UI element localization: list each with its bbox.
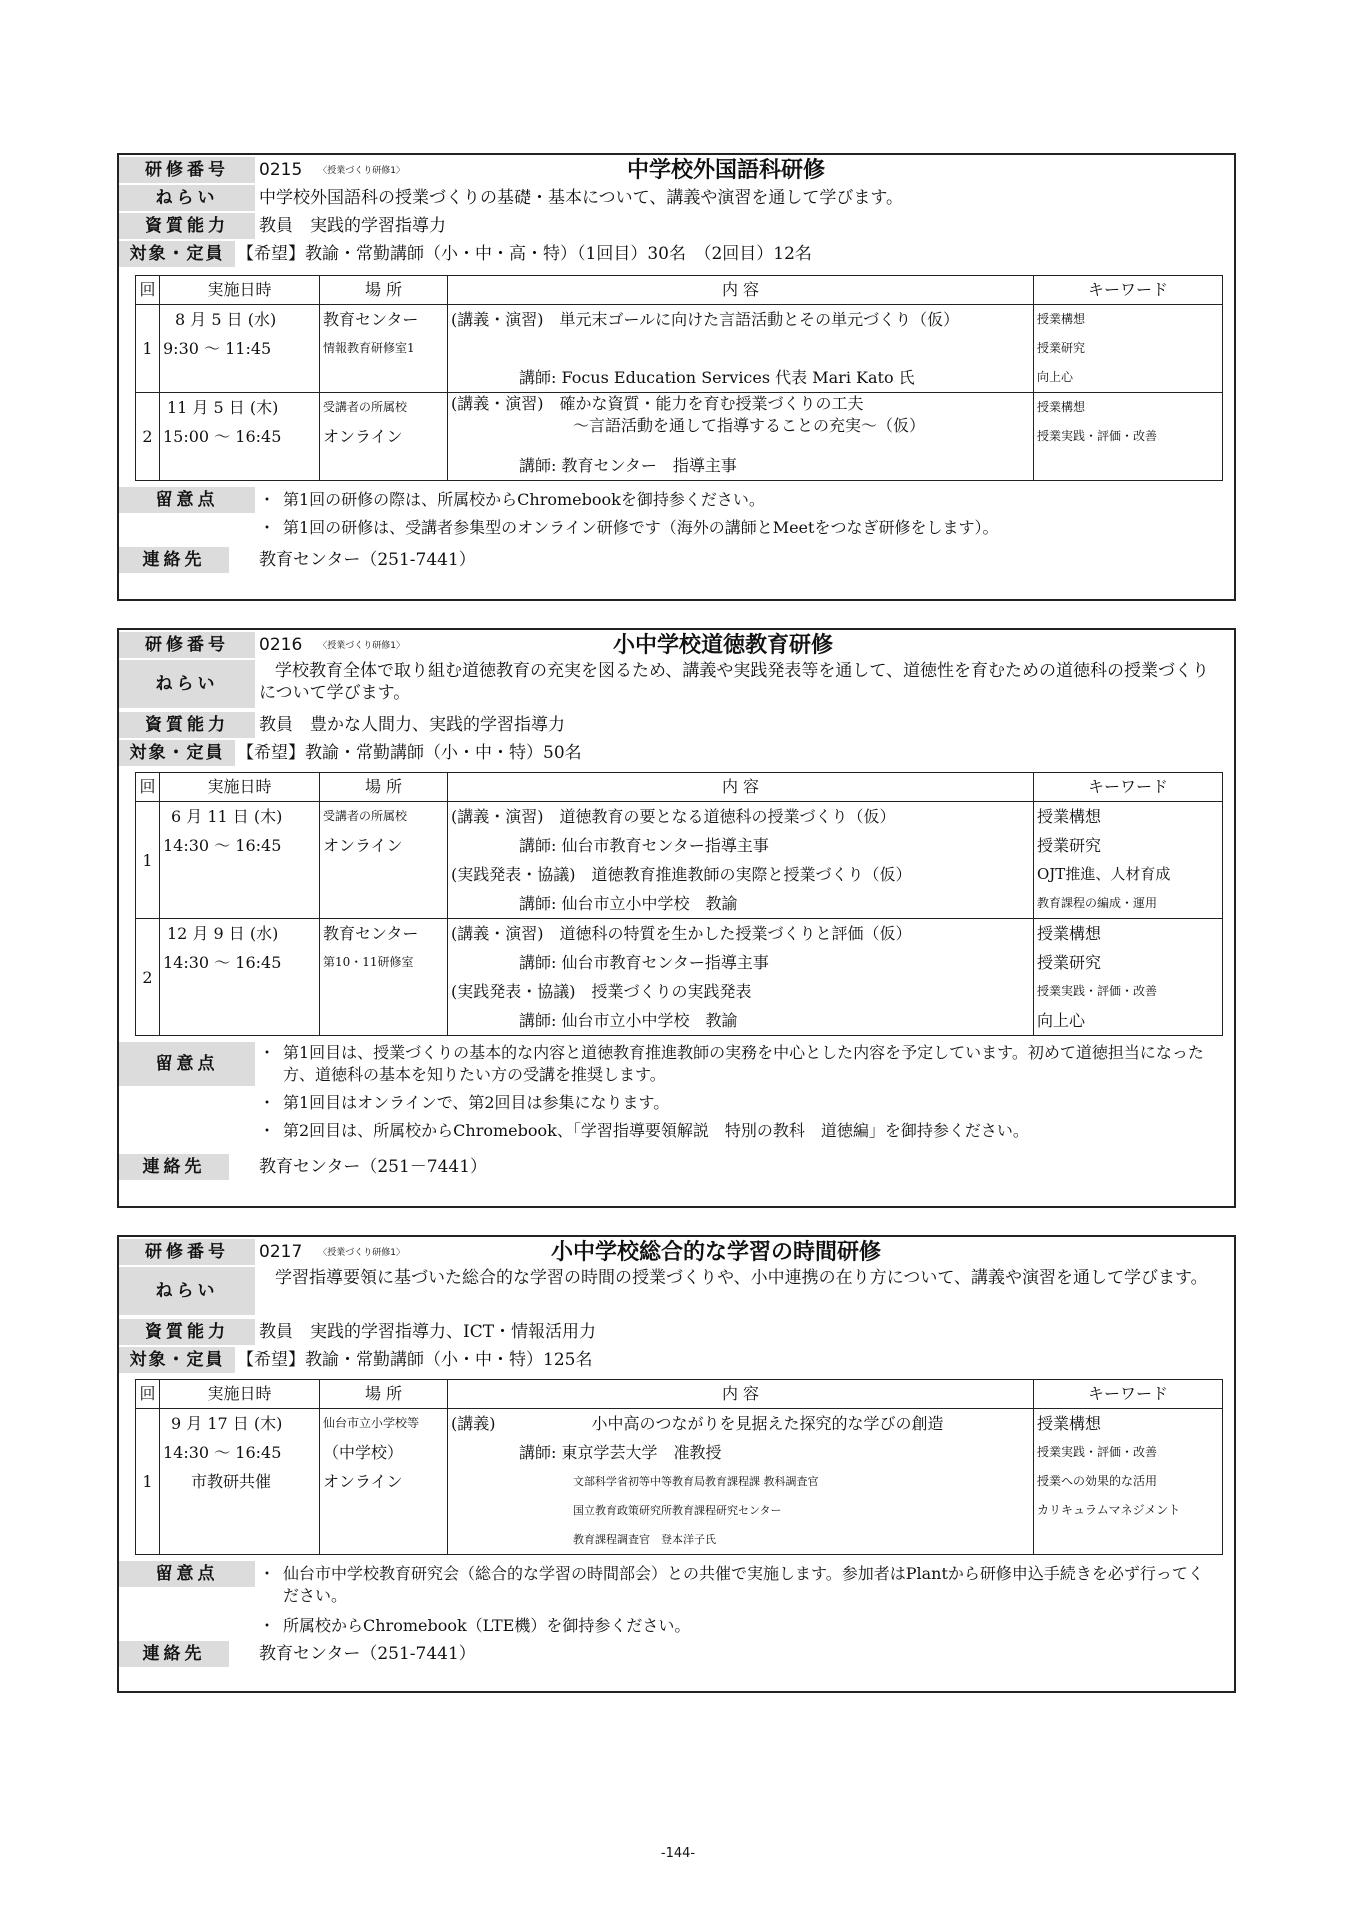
- header-round: 回: [136, 773, 160, 802]
- aim-text: 学校教育全体で取り組む道徳教育の充実を図るため、講義や実践発表等を通して、道徳性を育むための道徳科の授業づくりについて学びます。: [259, 661, 1209, 703]
- course-subcategory: 〈授業づくり研修1〉: [318, 1247, 405, 1258]
- round-content: (講義・演習) 確かな資質・能力を育む授業づくりの工夫 ～言語活動を通して指導することの充実～（仮） 講師: 教育センター 指導主事: [448, 393, 1034, 481]
- header-content: 内 容: [448, 773, 1034, 802]
- note-item: ・ 仙台市中学校教育研究会（総合的な学習の時間部会）との共催で実施します。参加者はPlantから研修申込手続きを必ず行ってください。: [259, 1564, 1204, 1605]
- label-ability: 資質能力: [119, 1319, 255, 1345]
- aim-row: [119, 660, 1234, 708]
- label-target: 対象・定員: [119, 1347, 235, 1373]
- course-card-0215: [117, 153, 1236, 601]
- schedule-table: [135, 1379, 1223, 1555]
- label-aim: ねらい: [119, 1267, 255, 1315]
- round-keywords: 授業構想 授業研究 向上心: [1034, 305, 1223, 393]
- course-code: 0216: [259, 635, 303, 655]
- course-card-0217: [117, 1235, 1236, 1693]
- course-subcategory: 〈授業づくり研修1〉: [318, 640, 405, 651]
- schedule-table: [135, 275, 1223, 481]
- round-content: (講義) 小中高のつながりを見据えた探究的な学びの創造 講師: 東京学芸大学 准教授 文部科学省初等中等教育局教育課程課 教科調査官 国立教育政策研究所教育課程研究センター 教育課程調査官 登本洋子氏: [448, 1409, 1034, 1555]
- header-keyword: キーワード: [1034, 1380, 1223, 1409]
- schedule-row: [136, 305, 1223, 393]
- notes-row: [119, 1561, 1234, 1641]
- round-place: 仙台市立小学校等 （中学校） オンライン: [320, 1409, 448, 1555]
- label-contact: 連絡先: [119, 1641, 229, 1667]
- round-keywords: 授業構想 授業実践・評価・改善: [1034, 393, 1223, 481]
- header-place: 場 所: [320, 773, 448, 802]
- schedule-row: [136, 1409, 1223, 1555]
- round-content: (講義・演習) 道徳教育の要となる道徳科の授業づくり（仮） 講師: 仙台市教育センター指導主事 (実践発表・協議) 道徳教育推進教師の実際と授業づくり（仮） 講師: 仙台市立小中学校 教諭: [448, 802, 1034, 919]
- schedule-row: [136, 393, 1223, 481]
- round-number: 1: [136, 802, 160, 919]
- target-text: 【希望】教諭・常勤講師（小・中・特）50名: [237, 743, 582, 763]
- aim-row: [119, 1267, 1234, 1315]
- contact-row: [119, 1641, 1234, 1667]
- notes-row: [119, 1042, 1234, 1158]
- label-contact: 連絡先: [119, 1154, 229, 1180]
- note-item: ・ 第1回の研修の際は、所属校からChromebookを御持参ください。: [259, 490, 765, 509]
- course-number-row: [119, 157, 1234, 183]
- target-text: 【希望】教諭・常勤講師（小・中・特）125名: [237, 1350, 593, 1370]
- round-keywords: 授業構想 授業研究 授業実践・評価・改善 向上心: [1034, 919, 1223, 1036]
- header-content: 内 容: [448, 1380, 1034, 1409]
- label-notes: 留意点: [119, 1561, 255, 1587]
- label-number: 研修番号: [119, 157, 255, 183]
- target-row: [119, 1347, 1234, 1373]
- label-target: 対象・定員: [119, 241, 235, 267]
- header-date: 実施日時: [160, 1380, 320, 1409]
- label-aim: ねらい: [119, 660, 255, 708]
- schedule-header-row: [136, 773, 1223, 802]
- round-place: 受講者の所属校 オンライン: [320, 393, 448, 481]
- target-row: [119, 241, 1234, 267]
- ability-text: 教員 実践的学習指導力: [259, 216, 446, 236]
- round-keywords: 授業構想 授業実践・評価・改善 授業への効果的な活用 カリキュラムマネジメント: [1034, 1409, 1223, 1555]
- target-text: 【希望】教諭・常勤講師（小・中・高・特）（1回目）30名 （2回目）12名: [237, 244, 812, 264]
- course-subcategory: 〈授業づくり研修1〉: [318, 165, 405, 176]
- label-ability: 資質能力: [119, 213, 255, 239]
- aim-text: 中学校外国語科の授業づくりの基礎・基本について、講義や演習を通して学びます。: [259, 188, 903, 208]
- course-code: 0217: [259, 1242, 303, 1262]
- round-number: 2: [136, 919, 160, 1036]
- header-place: 場 所: [320, 1380, 448, 1409]
- contact-text: 教育センター（251－7441）: [259, 1157, 488, 1177]
- round-date: 9 月 17 日 (木) 14:30 ～ 16:45 市教研共催: [160, 1409, 320, 1555]
- round-place: 教育センター 情報教育研修室1: [320, 305, 448, 393]
- header-place: 場 所: [320, 276, 448, 305]
- ability-text: 教員 豊かな人間力、実践的学習指導力: [259, 715, 565, 735]
- round-date: 6 月 11 日 (木) 14:30 ～ 16:45: [160, 802, 320, 919]
- header-content: 内 容: [448, 276, 1034, 305]
- round-place: 教育センター 第10・11研修室: [320, 919, 448, 1036]
- schedule-header-row: [136, 1380, 1223, 1409]
- note-item: ・ 所属校からChromebook（LTE機）を御持参ください。: [259, 1616, 691, 1635]
- label-notes: 留意点: [119, 487, 255, 513]
- label-aim: ねらい: [119, 185, 255, 211]
- contact-text: 教育センター（251-7441）: [259, 550, 476, 570]
- course-number-row: [119, 632, 1234, 658]
- header-date: 実施日時: [160, 773, 320, 802]
- round-date: 12 月 9 日 (水) 14:30 ～ 16:45: [160, 919, 320, 1036]
- schedule-row: [136, 919, 1223, 1036]
- header-date: 実施日時: [160, 276, 320, 305]
- course-title: 小中学校総合的な学習の時間研修: [551, 1240, 882, 1265]
- note-item: ・ 第2回目は、所属校からChromebook、「学習指導要領解説 特別の教科 道徳編」を御持参ください。: [259, 1121, 1029, 1140]
- ability-text: 教員 実践的学習指導力、ICT・情報活用力: [259, 1322, 597, 1342]
- page-number: -144-: [660, 1846, 696, 1861]
- header-keyword: キーワード: [1034, 276, 1223, 305]
- round-date: 11 月 5 日 (木) 15:00 ～ 16:45: [160, 393, 320, 481]
- course-number-row: [119, 1239, 1234, 1265]
- contact-text: 教育センター（251-7441）: [259, 1644, 476, 1664]
- round-keywords: 授業構想 授業研究 OJT推進、人材育成 教育課程の編成・運用: [1034, 802, 1223, 919]
- note-item: ・ 第1回の研修は、受講者参集型のオンライン研修です（海外の講師とMeetをつなぎ研修をします）。: [259, 518, 999, 537]
- target-row: [119, 740, 1234, 766]
- schedule-table: [135, 772, 1223, 1036]
- round-content: (講義・演習) 単元末ゴールに向けた言語活動とその単元づくり（仮） 講師: Focus Education Services 代表 Mari Kato 氏: [448, 305, 1034, 393]
- label-contact: 連絡先: [119, 547, 229, 573]
- round-number: 1: [136, 305, 160, 393]
- course-card-0216: [117, 628, 1236, 1208]
- aim-row: [119, 185, 1234, 211]
- note-item: ・ 第1回目はオンラインで、第2回目は参集になります。: [259, 1093, 670, 1112]
- ability-row: [119, 712, 1234, 738]
- header-keyword: キーワード: [1034, 773, 1223, 802]
- round-number: 2: [136, 393, 160, 481]
- notes-row: [119, 487, 1234, 543]
- round-content: (講義・演習) 道徳科の特質を生かした授業づくりと評価（仮） 講師: 仙台市教育センター指導主事 (実践発表・協議) 授業づくりの実践発表 講師: 仙台市立小中学校 教諭: [448, 919, 1034, 1036]
- note-item: ・ 第1回目は、授業づくりの基本的な内容と道徳教育推進教師の実務を中心とした内容を予定しています。初めて道徳担当になった方、道徳科の基本を知りたい方の受講を推奨します。: [259, 1043, 1204, 1084]
- schedule-header-row: [136, 276, 1223, 305]
- aim-text: 学習指導要領に基づいた総合的な学習の時間の授業づくりや、小中連携の在り方について、講義や演習を通して学びます。: [275, 1268, 1208, 1288]
- label-notes: 留意点: [119, 1042, 255, 1086]
- course-title: 小中学校道徳教育研修: [613, 633, 834, 658]
- course-code: 0215: [259, 160, 303, 180]
- label-target: 対象・定員: [119, 740, 235, 766]
- round-date: 8 月 5 日 (水) 9:30 ～ 11:45: [160, 305, 320, 393]
- contact-row: [119, 1154, 1234, 1180]
- header-round: 回: [136, 276, 160, 305]
- label-number: 研修番号: [119, 1239, 255, 1265]
- ability-row: [119, 1319, 1234, 1345]
- course-title: 中学校外国語科研修: [627, 158, 826, 183]
- label-number: 研修番号: [119, 632, 255, 658]
- round-number: 1: [136, 1409, 160, 1555]
- contact-row: [119, 547, 1234, 573]
- schedule-row: [136, 802, 1223, 919]
- label-ability: 資質能力: [119, 712, 255, 738]
- header-round: 回: [136, 1380, 160, 1409]
- ability-row: [119, 213, 1234, 239]
- round-place: 受講者の所属校 オンライン: [320, 802, 448, 919]
